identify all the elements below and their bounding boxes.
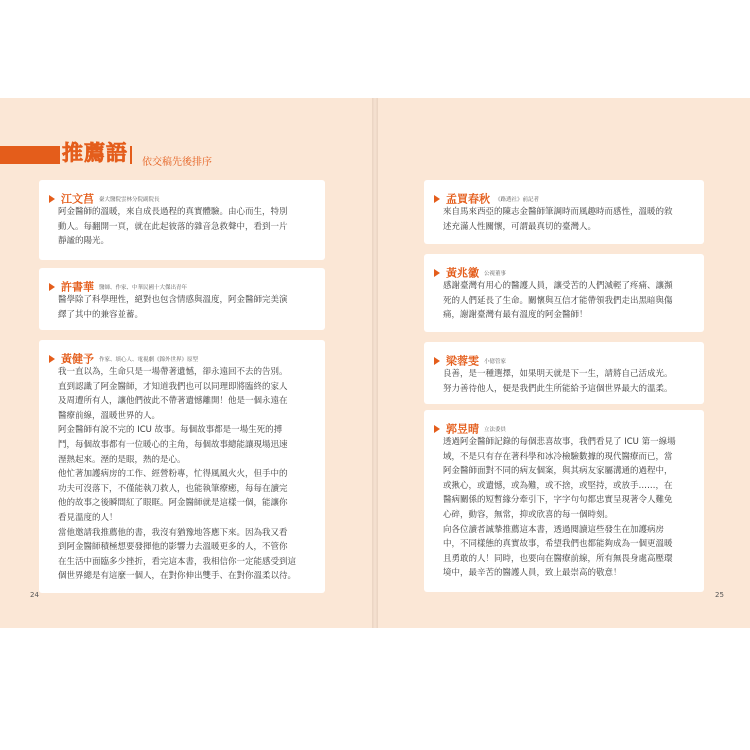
body-line: 來自馬來西亞的陳志金醫師筆調時而風趣時而感性，溫暖的敘 bbox=[443, 207, 673, 217]
body-line: 感謝臺灣有用心的醫護人員，讓受苦的人們減輕了疼痛、讓瀕 bbox=[443, 281, 673, 291]
body-line: 且勇敢的人！同時，也要向在醫療前線，所有無畏身處高壓環 bbox=[443, 553, 673, 564]
body-line: 述充滿人性關懷，可謂最真切的臺灣人。 bbox=[443, 221, 597, 232]
body-line: 繹了其中的兼容並蓄。 bbox=[58, 309, 144, 320]
arrow-icon bbox=[434, 425, 440, 433]
body-line: 中，不同樣態的真實故事，希望我們也都能夠成為一個更溫暖 bbox=[443, 539, 673, 550]
body-line: 醫療前線，溫暖世界的人。 bbox=[58, 410, 161, 421]
body-line: 他的故事之後瞬間紅了眼眶。阿金醫師就是這樣一個，能讓你 bbox=[58, 498, 288, 509]
body-line: 醫學除了科學理性，絕對也包含情感與溫度，阿金醫師完美演 bbox=[58, 295, 288, 305]
body-line: 死的人們延長了生命。關懷與互信才能帶領我們走出黑暗與傷 bbox=[443, 295, 673, 306]
arrow-icon bbox=[434, 357, 440, 365]
body-line: 溼熱起來。溼的是眼，熱的是心。 bbox=[58, 454, 186, 465]
recommender-name: 許書華 bbox=[61, 280, 94, 294]
body-line: 及周遭所有人，讓他們彼此不帶著遺憾離開！他是一個永遠在 bbox=[58, 396, 288, 407]
card-body bbox=[443, 279, 692, 323]
body-line: 阿金醫師的溫暖，來自成長過程的真實體驗。由心而生，特別 bbox=[58, 207, 288, 217]
body-line: 良善，是一種選擇，如果明天就是下一生，請將自己活成光。 bbox=[443, 369, 673, 379]
body-line: 動人。每翻開一頁，就在此起彼落的雜音急救聲中，看到一片 bbox=[58, 221, 288, 232]
arrow-icon bbox=[49, 355, 55, 363]
recommender-name: 郭昱晴 bbox=[446, 422, 479, 436]
body-line: 醫病關係的短暫緣分牽引下，字字句句都忠實呈現著令人難免 bbox=[443, 495, 673, 506]
body-line: 靜謐的陽光。 bbox=[58, 236, 110, 247]
recommendation-card bbox=[39, 180, 325, 260]
recommendation-card bbox=[424, 180, 704, 244]
body-line: 在生活中面臨多少挫折，看完這本書，我相信你一定能感受到這 bbox=[58, 556, 297, 567]
recommender-title: 醫師、作家、中華民國十大傑出青年 bbox=[99, 284, 188, 291]
body-line: 到阿金醫師積極想要發揮他的影響力去溫暖更多的人，不管你 bbox=[58, 542, 288, 553]
recommender-name: 黃兆徽 bbox=[446, 266, 479, 280]
recommendation-card bbox=[424, 342, 704, 404]
body-line: 我一直以為，生命只是一場帶著遺憾，卻永遠回不去的告別。 bbox=[58, 367, 288, 377]
body-line: 透過阿金醫師記錄的每個悲喜故事，我們看見了 ICU 第一線場 bbox=[443, 437, 676, 447]
body-line: 功夫可沒落下，不僅能執刀救人，也能執筆療癒，每每在讀完 bbox=[58, 483, 288, 494]
card-body bbox=[443, 367, 692, 396]
recommender-title: 臺大醫院雲林分院副院長 bbox=[99, 196, 160, 203]
recommender-title: 小億管家 bbox=[484, 358, 507, 365]
left-page bbox=[0, 98, 372, 628]
recommender-title: 立法委員 bbox=[484, 426, 507, 433]
arrow-icon bbox=[434, 269, 440, 277]
page-subtitle: 依交稿先後排序 bbox=[142, 157, 212, 168]
recommender-name: 梁蓉雯 bbox=[446, 354, 479, 368]
body-line: 他忙著加護病房的工作、經營粉專，忙得風風火火，但手中的 bbox=[58, 469, 288, 480]
body-line: 或揪心，或遺憾，或為難，或不捨，或堅持，或放手……，在 bbox=[443, 480, 673, 491]
recommendation-card bbox=[39, 340, 325, 593]
page-title: 推薦語 bbox=[62, 141, 128, 165]
recommender-title: 公視董事 bbox=[484, 270, 507, 277]
recommendation-card bbox=[424, 410, 704, 592]
body-line: 個世界總是有這麼一個人，在對你伸出雙手、在對你溫柔以待。 bbox=[58, 571, 297, 582]
card-body bbox=[443, 205, 692, 234]
body-line: 域，不是只有存在著科學和冰冷檢驗數據的現代醫療而已，當 bbox=[443, 451, 673, 462]
recommender-title: 《路透社》前記者 bbox=[495, 196, 540, 203]
body-line: 阿金醫師有說不完的 ICU 故事。每個故事都是一場生死的搏 bbox=[58, 425, 283, 436]
recommender-name: 黃健予 bbox=[61, 352, 94, 366]
body-line: 阿金醫師面對不同的病友個案，與其病友家屬溝通的過程中， bbox=[443, 466, 673, 477]
right-page bbox=[378, 98, 750, 628]
body-line: 境中，最辛苦的醫護人員，致上最崇高的敬意！ bbox=[443, 568, 622, 579]
body-line: 鬥，每個故事都有一位暖心的主角，每個故事總能讓現場迅速 bbox=[58, 439, 288, 450]
body-line: 心碎，動容，無常，抑或欣喜的每一個時刻。 bbox=[443, 509, 614, 520]
body-line: 努力善待他人，便是我們此生所能給予這個世界最大的溫柔。 bbox=[443, 383, 673, 394]
card-body bbox=[58, 293, 313, 322]
recommender-title: 作家、填心人、電視劇《錦外世界》原型 bbox=[99, 356, 199, 363]
recommendation-card bbox=[424, 254, 704, 332]
recommender-name: 江文莒 bbox=[61, 192, 94, 206]
arrow-icon bbox=[49, 195, 55, 203]
recommendation-card bbox=[39, 268, 325, 330]
card-body bbox=[58, 205, 313, 249]
body-line: 當他邀請我推薦他的書，我沒有猶豫地答應下來。因為我又看 bbox=[58, 527, 288, 538]
card-body bbox=[58, 365, 313, 584]
body-line: 痛，謝謝臺灣有最有溫度的阿金醫師！ bbox=[443, 310, 588, 321]
body-line: 看見溫度的人！ bbox=[58, 512, 118, 523]
arrow-icon bbox=[49, 283, 55, 291]
recommender-name: 孟買春秋 bbox=[446, 192, 490, 206]
body-line: 向各位讀者誠摯推薦這本書，透過閱讀這些發生在加護病房 bbox=[443, 524, 665, 535]
page-number-left: 24 bbox=[30, 591, 39, 599]
card-body bbox=[443, 435, 692, 581]
body-line: 直到認識了阿金醫師，才知道我們也可以同理即將臨終的家人 bbox=[58, 381, 288, 392]
book-spread bbox=[0, 98, 750, 628]
page-number-right: 25 bbox=[715, 591, 724, 599]
arrow-icon bbox=[434, 195, 440, 203]
